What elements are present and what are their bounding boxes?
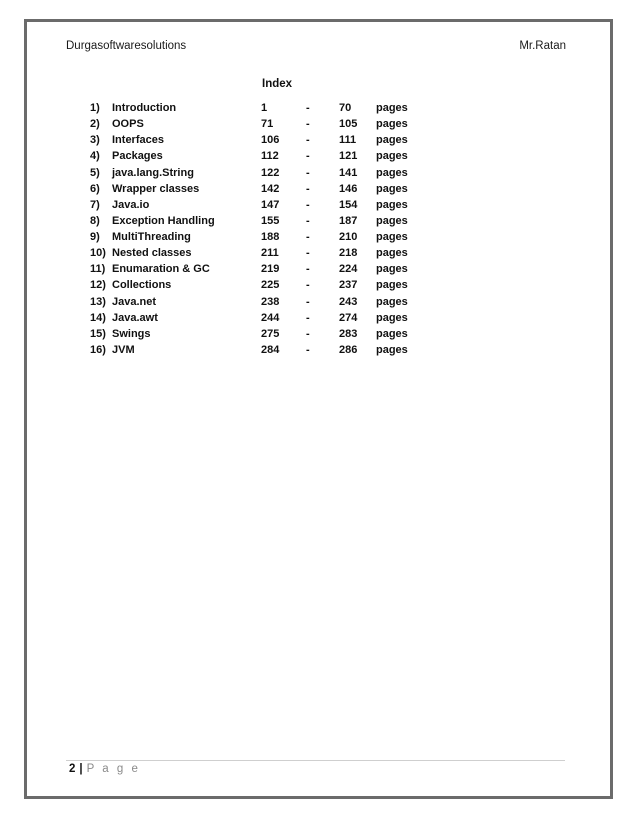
toc-dash: - [306, 247, 310, 260]
toc-pages-label: pages [376, 118, 408, 131]
toc-start-page: 155 [261, 214, 280, 227]
index-title: Index [262, 78, 293, 90]
toc-dash: - [306, 279, 310, 292]
toc-title: MultiThreading [112, 231, 191, 243]
toc-number: 6) [90, 182, 100, 195]
toc-title: Java.net [112, 295, 157, 308]
toc-title: Java.io [112, 198, 150, 211]
toc-end-page: 224 [339, 263, 358, 276]
toc-pages-label: pages [376, 134, 408, 147]
toc-number: 2) [90, 118, 100, 131]
toc-start-page: 211 [261, 247, 279, 260]
toc-pages-label: pages [376, 198, 408, 211]
toc-title: Packages [112, 150, 163, 163]
toc-number: 16) [90, 343, 106, 356]
toc-title: Nested classes [112, 247, 192, 260]
toc-start-page: 238 [261, 295, 280, 308]
footer [69, 763, 140, 775]
toc-end-page: 154 [339, 198, 358, 211]
toc-title: Wrapper classes [112, 182, 200, 195]
toc-start-page: 71 [261, 118, 274, 131]
toc-number: 14) [90, 311, 106, 324]
toc-number: 7) [90, 198, 100, 211]
toc-title: OOPS [112, 118, 144, 131]
toc-pages-label: pages [376, 182, 408, 195]
page-label: P a g e [86, 763, 141, 775]
toc-pages-label: pages [376, 343, 408, 356]
toc-dash: - [306, 311, 310, 324]
toc-title: Java.awt [112, 311, 158, 324]
toc-start-page: 188 [261, 231, 280, 243]
toc-number: 4) [90, 150, 100, 163]
toc-end-page: 210 [339, 231, 358, 243]
toc-end-page: 286 [339, 343, 358, 356]
toc-pages-label: pages [376, 150, 408, 163]
toc-dash: - [306, 118, 310, 131]
toc-start-page: 142 [261, 182, 280, 195]
toc-dash: - [306, 295, 310, 308]
toc-title: Exception Handling [112, 214, 215, 227]
toc-start-page: 275 [261, 327, 280, 340]
toc-dash: - [306, 150, 310, 163]
toc-pages-label: pages [376, 311, 408, 324]
toc-pages-label: pages [376, 231, 408, 243]
toc-dash: - [306, 263, 310, 276]
toc-pages-label: pages [376, 214, 408, 227]
toc-end-page: 111 [339, 134, 357, 147]
toc-end-page: 105 [339, 118, 358, 131]
toc-number: 3) [90, 134, 100, 147]
toc-pages-label: pages [376, 295, 408, 308]
toc-title: JVM [112, 343, 135, 356]
toc-dash: - [306, 214, 310, 227]
toc-start-page: 1 [261, 102, 268, 114]
toc-number: 15) [90, 327, 106, 340]
toc-end-page: 121 [339, 150, 358, 163]
toc-end-page: 187 [339, 214, 358, 227]
toc-title: Interfaces [112, 134, 164, 147]
toc-number: 13) [90, 295, 106, 308]
toc-end-page: 283 [339, 327, 358, 340]
toc-start-page: 244 [261, 311, 280, 324]
toc-pages-label: pages [376, 327, 408, 340]
toc-start-page: 219 [261, 263, 280, 276]
toc-dash: - [306, 182, 310, 195]
toc-number: 9) [90, 231, 100, 243]
toc-start-page: 225 [261, 279, 280, 292]
toc-end-page: 141 [339, 166, 358, 179]
toc-end-page: 274 [339, 311, 358, 324]
toc-number: 12) [90, 279, 106, 292]
toc-dash: - [306, 231, 310, 243]
toc-start-page: 106 [261, 134, 280, 147]
toc-pages-label: pages [376, 102, 408, 114]
toc-number: 1) [90, 102, 100, 114]
header-left: Durgasoftwaresolutions [66, 40, 187, 52]
toc-pages-label: pages [376, 263, 408, 276]
toc-title: java.lang.String [112, 166, 194, 179]
toc-dash: - [306, 134, 310, 147]
toc-pages-label: pages [376, 247, 408, 260]
toc-end-page: 70 [339, 102, 352, 114]
toc-number: 8) [90, 214, 100, 227]
toc-number: 5) [90, 166, 100, 179]
toc-title: Introduction [112, 102, 177, 114]
toc-number: 11) [90, 263, 106, 276]
toc-number: 10) [90, 247, 106, 260]
toc-dash: - [306, 343, 310, 356]
footer-divider [66, 760, 565, 761]
toc-pages-label: pages [376, 166, 408, 179]
toc-start-page: 147 [261, 198, 280, 211]
toc-title: Collections [112, 279, 172, 292]
toc-pages-label: pages [376, 279, 408, 292]
toc-dash: - [306, 102, 310, 114]
toc-title: Enumaration & GC [112, 263, 210, 276]
page-separator: | [79, 763, 83, 775]
toc-end-page: 146 [339, 182, 358, 195]
toc-end-page: 218 [339, 247, 358, 260]
toc-end-page: 243 [339, 295, 358, 308]
toc-dash: - [306, 198, 310, 211]
page-number: 2 [69, 763, 76, 775]
header-right: Mr.Ratan [519, 40, 566, 52]
toc-title: Swings [112, 327, 151, 340]
toc-start-page: 284 [261, 343, 280, 356]
toc-end-page: 237 [339, 279, 358, 292]
toc-dash: - [306, 327, 310, 340]
toc-dash: - [306, 166, 310, 179]
toc-start-page: 112 [261, 150, 279, 163]
toc-start-page: 122 [261, 166, 280, 179]
